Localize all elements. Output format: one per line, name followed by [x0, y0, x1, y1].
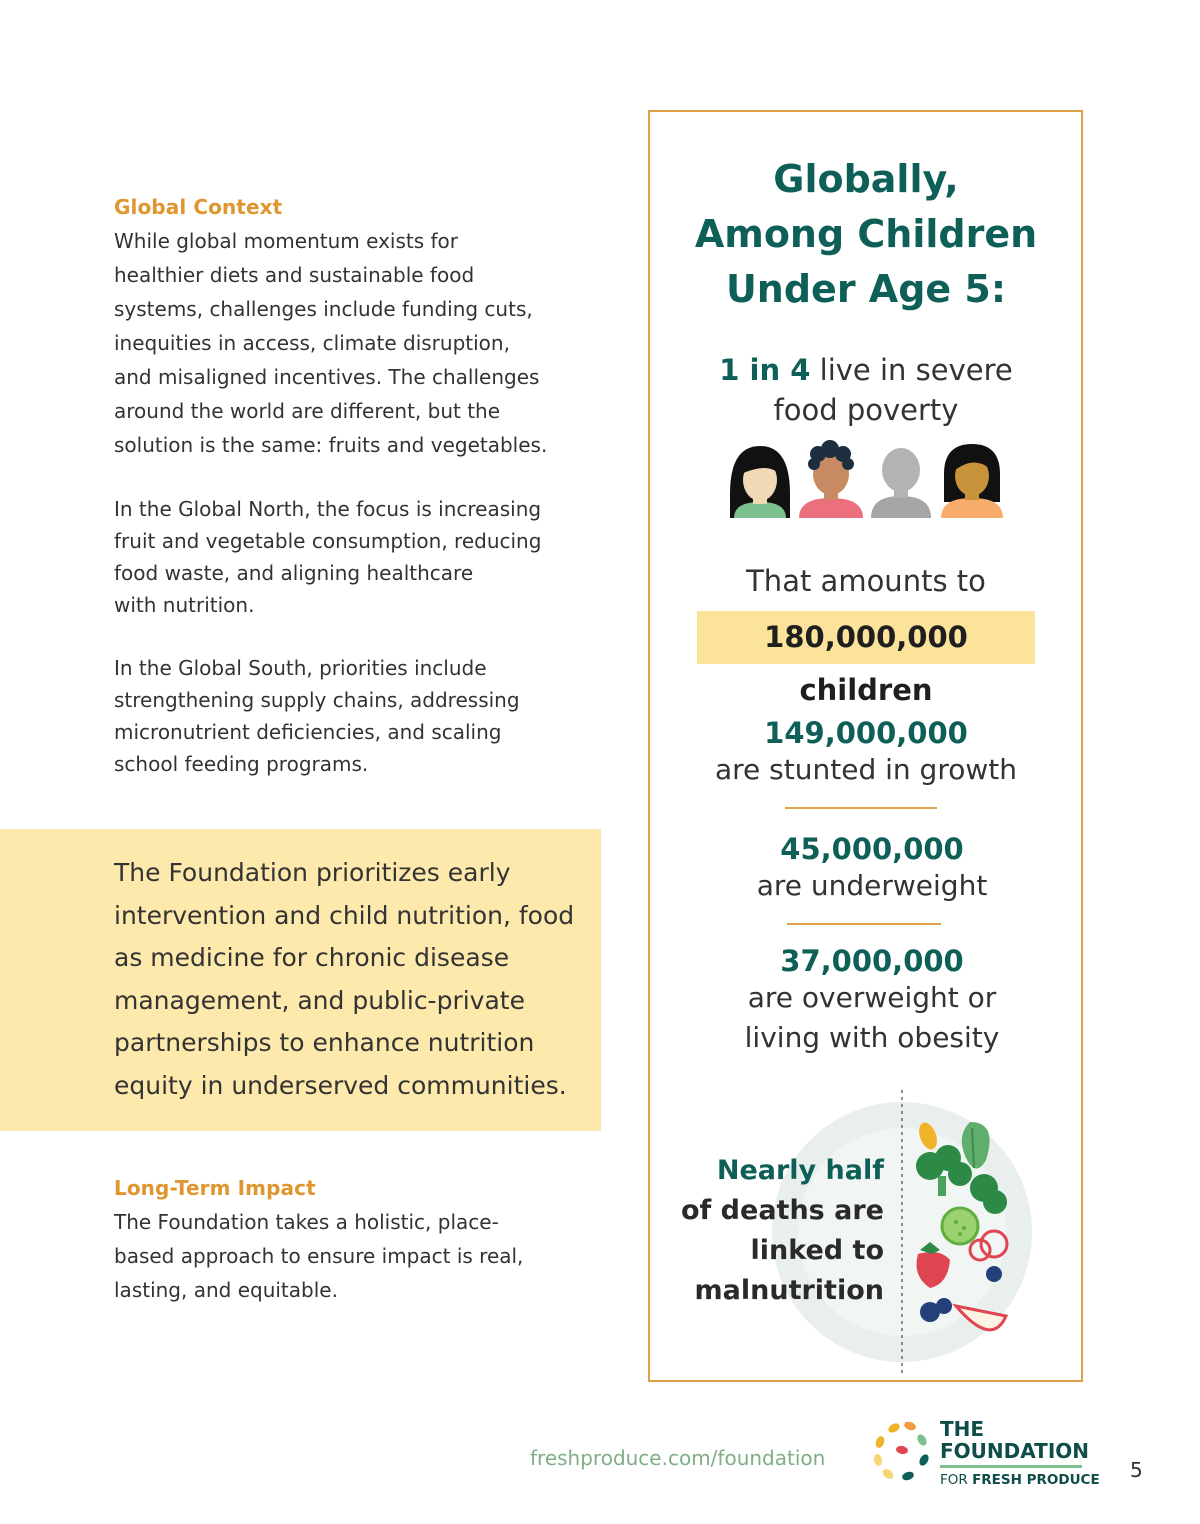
- malnutrition-highlight: Nearly half: [716, 1155, 884, 1186]
- ratio-statement: [650, 350, 1082, 430]
- stat-number: 45,000,000: [780, 832, 964, 866]
- panel-title-line: Under Age 5:: [725, 267, 1007, 311]
- global-south-paragraph: [114, 652, 520, 780]
- amounts-to-label: That amounts to: [746, 564, 986, 598]
- stat-number: 149,000,000: [764, 716, 968, 750]
- paragraph-line: food waste, and aligning healthcare: [114, 561, 474, 585]
- page-number: 5: [1130, 1458, 1143, 1482]
- paragraph-line: fruit and vegetable consumption, reducing: [114, 529, 542, 553]
- child-icon: [730, 446, 790, 518]
- paragraph-line: inequities in access, climate disruption,: [114, 331, 510, 355]
- callout-line: intervention and child nutrition, food: [114, 900, 575, 930]
- stat-label: are underweight: [756, 869, 988, 902]
- callout-line: partnerships to enhance nutrition: [114, 1028, 535, 1057]
- child-icon: [799, 440, 863, 518]
- footer-url-link[interactable]: freshproduce.com/foundation: [530, 1446, 826, 1470]
- stat-label: are stunted in growth: [715, 753, 1017, 786]
- paragraph-line: In the Global North, the focus is increasing: [114, 497, 542, 521]
- callout-text: [114, 852, 584, 1107]
- panel-title-line: Globally,: [773, 157, 959, 201]
- logo-sub-prefix: FOR: [940, 1472, 973, 1488]
- callout-line: equity in underserved communities.: [114, 1070, 567, 1100]
- callout-line: management, and public-private: [114, 985, 525, 1015]
- stat-underweight: [656, 832, 1088, 906]
- ratio-text-line2: food poverty: [773, 393, 959, 427]
- malnutrition-statement: [660, 1151, 884, 1311]
- logo-title-line: THE: [940, 1417, 985, 1441]
- foundation-logo-title: [940, 1418, 1089, 1462]
- global-north-paragraph: [114, 493, 541, 621]
- global-context-paragraph: [114, 224, 547, 462]
- panel-title-line: Among Children: [694, 212, 1038, 256]
- foundation-logo-subtitle: [940, 1472, 1100, 1488]
- child-icon: [941, 444, 1003, 518]
- foundation-logo-mark: [872, 1420, 934, 1484]
- global-context-heading: Global Context: [114, 195, 283, 219]
- paragraph-line: micronutrient deficiencies, and scaling: [114, 720, 502, 744]
- paragraph-line: systems, challenges include funding cuts,: [114, 297, 533, 321]
- paragraph-line: with nutrition.: [114, 593, 255, 617]
- children-icons: [724, 440, 1006, 520]
- stat-overweight: [656, 944, 1088, 1058]
- logo-underline: [940, 1465, 1082, 1468]
- stat-divider: [785, 807, 937, 809]
- total-children-highlight: 180,000,000 children: [697, 611, 1035, 664]
- long-term-impact-paragraph: [114, 1205, 523, 1307]
- stat-stunted: [650, 716, 1082, 790]
- paragraph-line: The Foundation takes a holistic, place-: [114, 1210, 499, 1234]
- child-icon: [871, 448, 931, 518]
- stat-divider: [787, 923, 941, 925]
- logo-sub-bold: FRESH PRODUCE: [972, 1472, 1100, 1488]
- paragraph-line: school feeding programs.: [114, 752, 369, 776]
- malnutrition-line: malnutrition: [694, 1275, 884, 1306]
- stat-label: living with obesity: [744, 1021, 1000, 1054]
- stat-number: 37,000,000: [780, 944, 964, 978]
- paragraph-line: healthier diets and sustainable food: [114, 263, 475, 287]
- long-term-impact-heading: Long-Term Impact: [114, 1176, 316, 1200]
- paragraph-line: around the world are different, but the: [114, 399, 501, 423]
- callout-line: as medicine for chronic disease: [114, 943, 510, 972]
- paragraph-line: strengthening supply chains, addressing: [114, 688, 520, 712]
- callout-line: The Foundation prioritizes early: [114, 858, 511, 887]
- ratio-text: live in severe: [810, 353, 1013, 387]
- paragraph-line: solution is the same: fruits and vegetables.: [114, 433, 548, 457]
- paragraph-line: based approach to ensure impact is real,: [114, 1244, 524, 1268]
- panel-title: [650, 152, 1082, 317]
- paragraph-line: and misaligned incentives. The challenges: [114, 365, 540, 389]
- malnutrition-line: of deaths are: [680, 1195, 884, 1226]
- paragraph-line: In the Global South, priorities include: [114, 656, 487, 680]
- malnutrition-line: linked to: [750, 1235, 884, 1266]
- stat-label: are overweight or: [747, 981, 997, 1014]
- paragraph-line: lasting, and equitable.: [114, 1278, 338, 1302]
- ratio-highlight: 1 in 4: [719, 353, 811, 387]
- logo-title-line: FOUNDATION: [940, 1439, 1089, 1463]
- paragraph-line: While global momentum exists for: [114, 229, 459, 253]
